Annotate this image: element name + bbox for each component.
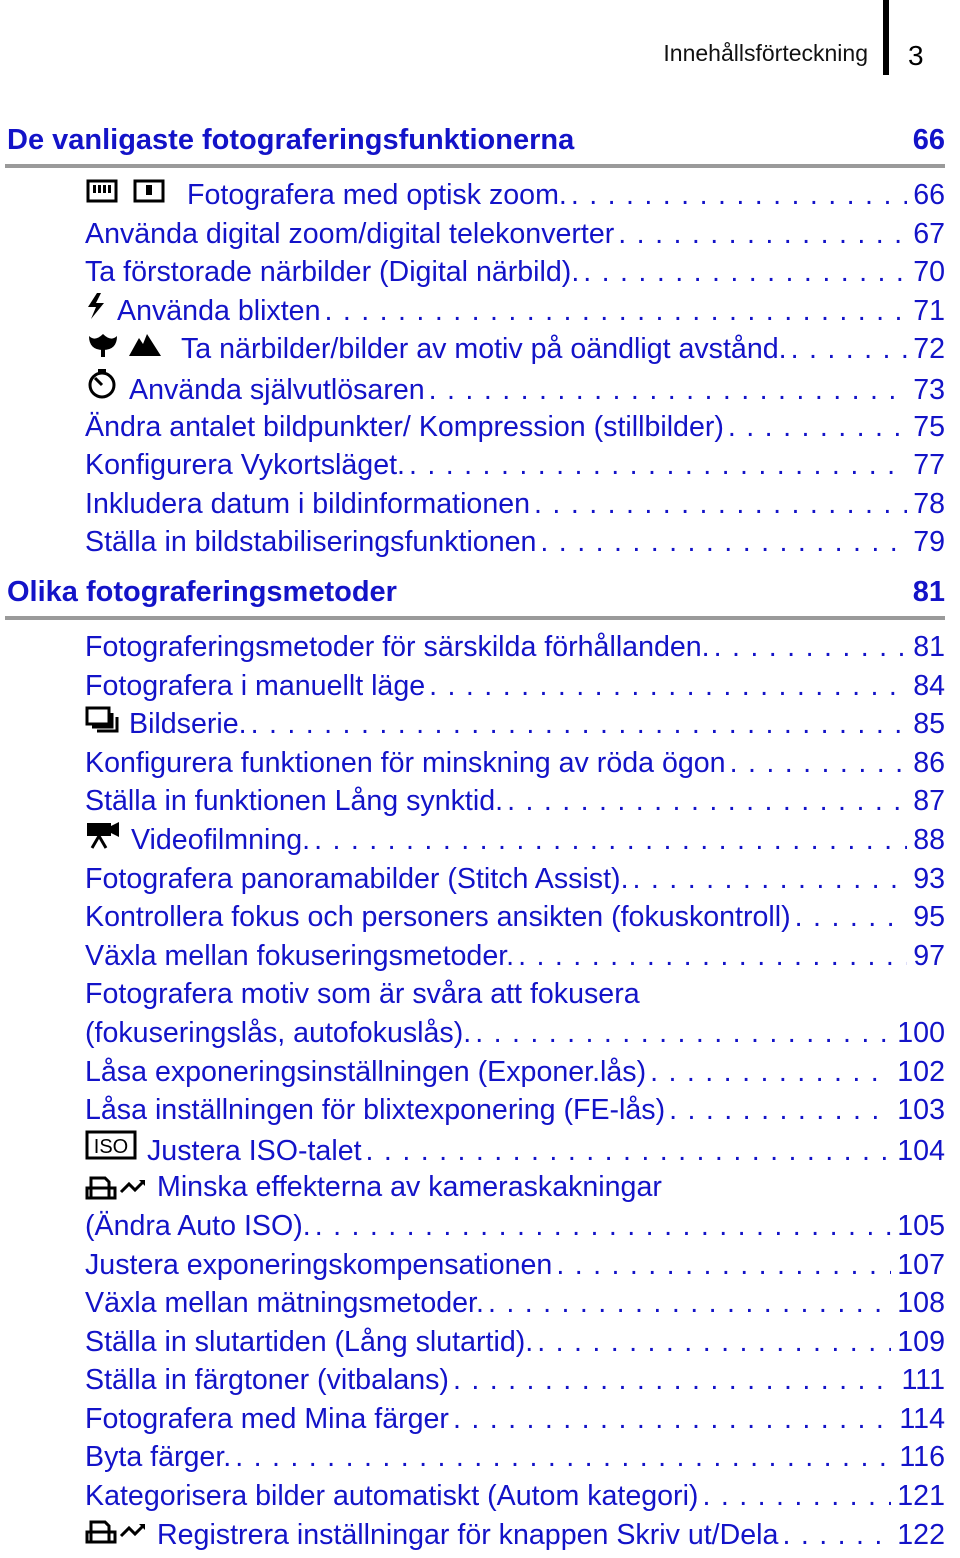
- entry-text: Konfigurera Vykortsläget.: [85, 449, 405, 482]
- toc-entry[interactable]: [85, 1323, 945, 1362]
- dot-leader: [778, 1516, 891, 1555]
- movie-camera-icon: [85, 821, 121, 849]
- iso-icon: [85, 1130, 137, 1160]
- print-share-icon: [85, 1516, 147, 1544]
- entry-page: 100: [897, 1016, 945, 1049]
- entry-page: 75: [913, 410, 945, 443]
- dot-leader: [449, 1400, 893, 1439]
- dot-leader: [536, 523, 907, 562]
- entry-page: 78: [913, 487, 945, 520]
- toc-entry[interactable]: [85, 821, 945, 860]
- toc-entry[interactable]: [85, 975, 945, 1052]
- toc-entry[interactable]: [85, 523, 945, 562]
- toc-entry[interactable]: [85, 1130, 945, 1169]
- dot-leader: [320, 292, 907, 331]
- dot-leader: [710, 628, 908, 667]
- entry-text: Konfigurera funktionen för minskning av röda ögon: [85, 746, 726, 779]
- flash-icon: [85, 292, 107, 320]
- entry-text: Använda blixten: [117, 294, 321, 327]
- entry-text: Fotografera med Mina färger: [85, 1402, 449, 1435]
- dot-leader: [579, 253, 907, 292]
- toc-list: [85, 176, 945, 562]
- entry-page: 121: [897, 1480, 945, 1513]
- toc-entry[interactable]: [85, 1400, 945, 1439]
- dot-leader: [471, 1014, 891, 1053]
- entry-page: 105: [897, 1209, 945, 1242]
- entry-page: 73: [913, 373, 945, 406]
- entry-text: Ställa in funktionen Lång synktid.: [85, 785, 504, 818]
- entry-text: Minska effekterna av kameraskakningar: [157, 1171, 662, 1204]
- entry-text: Låsa exponeringsinställningen (Exponer.lås): [85, 1055, 647, 1088]
- entry-page: 97: [913, 939, 945, 972]
- toc-entry[interactable]: [85, 253, 945, 292]
- entry-text: Byta färger.: [85, 1441, 232, 1474]
- toc-entry[interactable]: [85, 176, 945, 215]
- toc-entry[interactable]: [85, 937, 945, 976]
- dot-leader: [629, 860, 908, 899]
- toc-entry[interactable]: [85, 446, 945, 485]
- dot-leader: [311, 1207, 892, 1246]
- toc-entry[interactable]: [85, 1516, 945, 1555]
- entry-text: Ta förstorade närbilder (Digital närbild).: [85, 256, 580, 289]
- page-number: 3: [908, 40, 924, 71]
- toc-entry[interactable]: [85, 292, 945, 331]
- dot-leader: [484, 1284, 891, 1323]
- entry-text-continued: (Ändra Auto ISO).: [85, 1209, 311, 1242]
- toc-entry[interactable]: [85, 330, 945, 369]
- entry-text: Fotografera motiv som är svåra att fokusera: [85, 978, 640, 1011]
- section-title: De vanligaste fotograferingsfunktionerna: [7, 124, 575, 156]
- entry-text: Växla mellan mätningsmetoder.: [85, 1287, 484, 1320]
- section-heading[interactable]: [7, 576, 945, 609]
- toc-entry[interactable]: [85, 1246, 945, 1285]
- entry-text: Ställa in färgtoner (vitbalans): [85, 1364, 449, 1397]
- section-page: 81: [912, 576, 945, 608]
- header-divider: [883, 0, 889, 75]
- entry-page: 109: [897, 1325, 945, 1358]
- entry-page: 84: [913, 669, 945, 702]
- dot-leader: [425, 371, 908, 408]
- page-header: [0, 0, 960, 80]
- dot-leader: [514, 937, 907, 976]
- toc-entry[interactable]: [85, 744, 945, 783]
- burst-icon: [85, 705, 119, 733]
- dot-leader: [726, 744, 908, 783]
- dot-leader: [552, 1246, 891, 1285]
- entry-page: 86: [913, 746, 945, 779]
- toc-entry[interactable]: [85, 408, 945, 447]
- entry-text: Videofilmning.: [131, 823, 311, 856]
- entry-text: Kategorisera bilder automatiskt (Autom kategori): [85, 1480, 699, 1513]
- entry-page: 67: [913, 217, 945, 250]
- header-title: Innehållsförteckning: [663, 40, 868, 66]
- entry-text: Registrera inställningar för knappen Skriv ut/Dela: [157, 1518, 779, 1551]
- toc-entry[interactable]: [85, 485, 945, 524]
- svg-text:ISO: ISO: [93, 1135, 129, 1158]
- entry-text: Låsa inställningen för blixtexponering (FE-lås): [85, 1094, 666, 1127]
- entry-page: 66: [913, 179, 945, 211]
- entry-text: Inkludera datum i bildinformationen: [85, 487, 531, 520]
- section-heading[interactable]: [7, 124, 945, 157]
- toc-entry[interactable]: [85, 1438, 945, 1477]
- entry-text: Använda självutlösaren: [129, 373, 425, 406]
- dot-leader: [405, 446, 907, 485]
- entry-page: 93: [913, 862, 945, 895]
- toc-entry[interactable]: [85, 369, 945, 408]
- toc-entry[interactable]: [85, 860, 945, 899]
- entry-text: Ändra antalet bildpunkter/ Kompression (stillbilder): [85, 410, 724, 443]
- entry-text: Fotograferingsmetoder för särskilda förhållanden.: [85, 631, 710, 663]
- entry-page: 111: [901, 1364, 945, 1397]
- toc-entry[interactable]: [85, 1091, 945, 1130]
- dot-leader: [247, 705, 908, 744]
- dot-leader: [503, 782, 907, 821]
- toc-entry[interactable]: [85, 782, 945, 821]
- section-divider: [5, 616, 945, 620]
- toc-list: [85, 628, 945, 1554]
- entry-text: Fotografera med optisk zoom.: [187, 179, 567, 211]
- entry-text-continued: (fokuseringslås, autofokuslås).: [85, 1016, 472, 1049]
- dot-leader: [724, 408, 907, 447]
- dot-leader: [787, 330, 908, 369]
- toc-entry[interactable]: [85, 1284, 945, 1323]
- toc-entry[interactable]: [85, 705, 945, 744]
- dot-leader: [310, 821, 907, 860]
- section-divider: [5, 164, 945, 168]
- entry-text: Kontrollera fokus och personers ansikten (fokuskontroll): [85, 901, 791, 934]
- entry-page: 95: [913, 901, 945, 934]
- dot-leader: [449, 1361, 896, 1400]
- entry-page: 104: [897, 1134, 945, 1167]
- dot-leader: [231, 1438, 893, 1477]
- entry-text: Bildserie.: [129, 708, 247, 741]
- self-timer-icon: [85, 369, 119, 399]
- entry-page: 71: [913, 294, 945, 327]
- toc-entry[interactable]: [85, 215, 945, 254]
- entry-text: Fotografera panoramabilder (Stitch Assist).: [85, 862, 629, 895]
- dot-leader: [425, 667, 907, 706]
- zoom-wide-tele-icon: [85, 176, 177, 204]
- dot-leader: [698, 1477, 891, 1516]
- dot-leader: [791, 898, 908, 937]
- entry-text: Justera ISO-talet: [147, 1134, 362, 1167]
- toc-entry[interactable]: [85, 898, 945, 937]
- entry-text: Ta närbilder/bilder av motiv på oändligt avstånd.: [181, 333, 787, 366]
- dot-leader: [533, 1323, 891, 1362]
- entry-page: 103: [897, 1094, 945, 1127]
- entry-page: 122: [897, 1518, 945, 1551]
- entry-page: 107: [897, 1248, 945, 1281]
- toc-entry[interactable]: [85, 667, 945, 706]
- entry-page: 88: [913, 823, 945, 856]
- entry-page: 114: [899, 1402, 945, 1435]
- entry-text: Fotografera i manuellt läge: [85, 669, 426, 702]
- dot-leader: [665, 1091, 891, 1130]
- dot-leader: [362, 1132, 892, 1169]
- section-title: Olika fotograferingsmetoder: [7, 576, 397, 608]
- entry-page: 81: [913, 631, 945, 663]
- entry-page: 72: [913, 333, 945, 366]
- entry-page: 116: [899, 1441, 945, 1474]
- entry-text: Ställa in bildstabiliseringsfunktionen: [85, 526, 537, 559]
- entry-page: 108: [897, 1287, 945, 1320]
- entry-text: Justera exponeringskompensationen: [85, 1248, 553, 1281]
- macro-infinity-icon: [85, 330, 171, 358]
- dot-leader: [567, 176, 907, 215]
- entry-page: 87: [913, 785, 945, 818]
- toc-entry[interactable]: [85, 1477, 945, 1516]
- entry-page: 77: [913, 449, 945, 482]
- toc-entry[interactable]: [85, 628, 945, 667]
- entry-text: Ställa in slutartiden (Lång slutartid).: [85, 1325, 534, 1358]
- dot-leader: [530, 485, 907, 524]
- entry-page: 79: [913, 526, 945, 559]
- entry-page: 102: [897, 1055, 945, 1088]
- section-page: 66: [912, 124, 945, 156]
- entry-page: 70: [913, 256, 945, 289]
- toc-entry[interactable]: [85, 1168, 945, 1245]
- dot-leader: [646, 1053, 891, 1092]
- toc-entry[interactable]: [85, 1361, 945, 1400]
- dot-leader: [614, 215, 907, 254]
- entry-page: 85: [913, 708, 945, 741]
- entry-text: Växla mellan fokuseringsmetoder.: [85, 939, 515, 972]
- toc-entry[interactable]: [85, 1053, 945, 1092]
- entry-text: Använda digital zoom/digital telekonverter: [85, 217, 615, 250]
- print-share-icon: [85, 1172, 147, 1200]
